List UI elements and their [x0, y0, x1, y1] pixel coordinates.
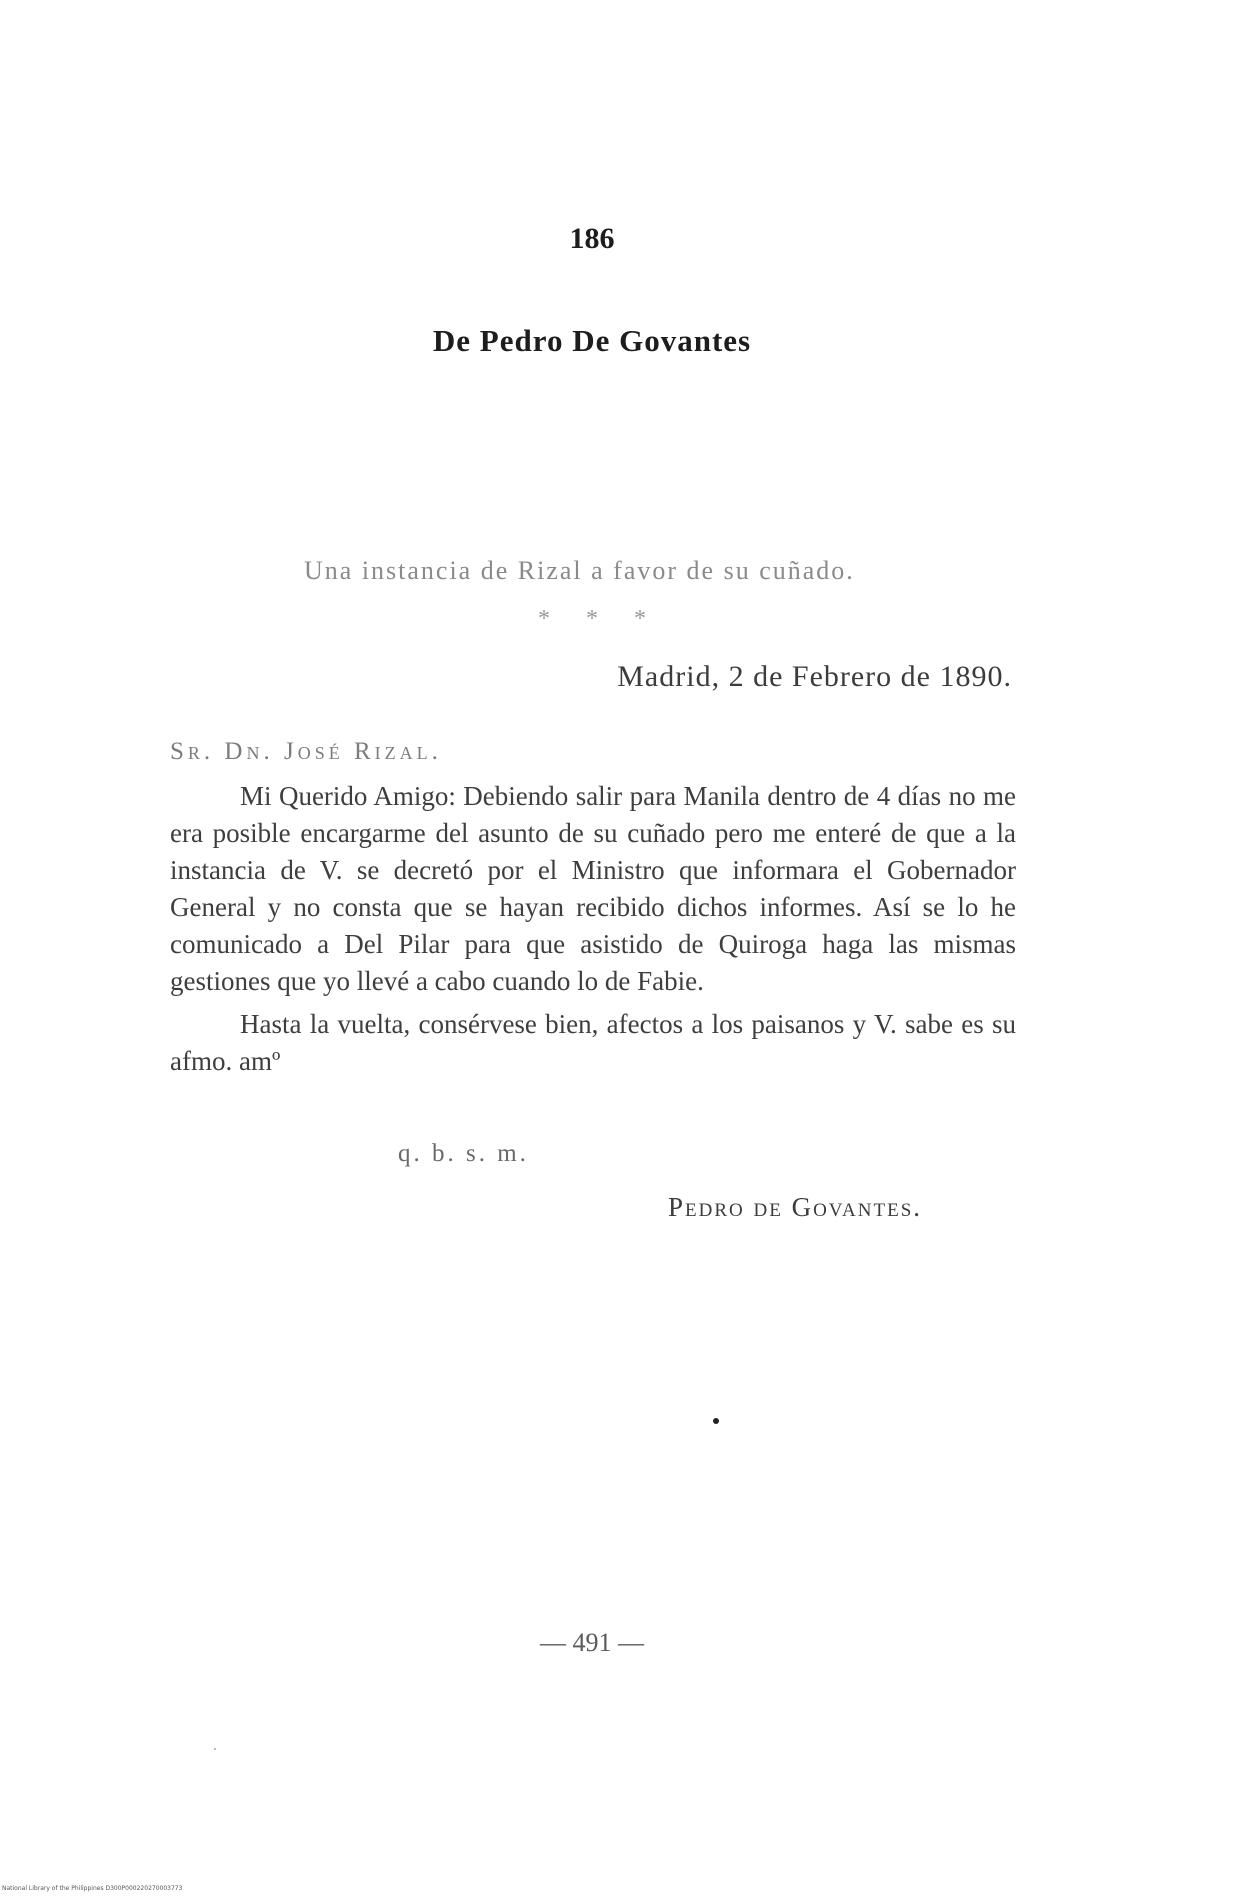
body-paragraph: Hasta la vuelta, consérvese bien, afectos a los paisanos y V. sabe es su afmo. amº [170, 1009, 1016, 1076]
scan-speck [214, 1748, 216, 1750]
letter-number: 186 [569, 222, 615, 255]
section-separator: * * * [538, 606, 646, 632]
letter-summary: Una instancia de Rizal a favor de su cuñado. [304, 556, 855, 585]
page-number: — 491 — [540, 1628, 644, 1657]
closing-formula: q. b. s. m. [398, 1140, 529, 1167]
place-date: Madrid, 2 de Febrero de 1890. [617, 660, 1012, 693]
letter-title: De Pedro De Govantes [432, 323, 752, 358]
signature: Pedro de Govantes. [668, 1192, 923, 1222]
ink-dot [713, 1418, 719, 1424]
letter-body [170, 778, 1016, 1086]
body-paragraph: Mi Querido Amigo: Debiendo salir para Manila dentro de 4 días no me era posible encargarme del asunto de su cuñado pero me enteré de que a la instancia de V. se decretó por el Ministro que informara el Gobernador General y no consta que se hayan recibido dichos informes. Así se lo he comunicado a Del Pilar para que asistido de Quiroga haga las mismas gestiones que yo llevé a cabo cuando lo de Fabie. [170, 781, 1016, 996]
salutation: Sr. Dn. José Rizal. [170, 738, 442, 765]
footer-identifier: National Library of the Philippines D300P000220270003773 [2, 1885, 183, 1892]
